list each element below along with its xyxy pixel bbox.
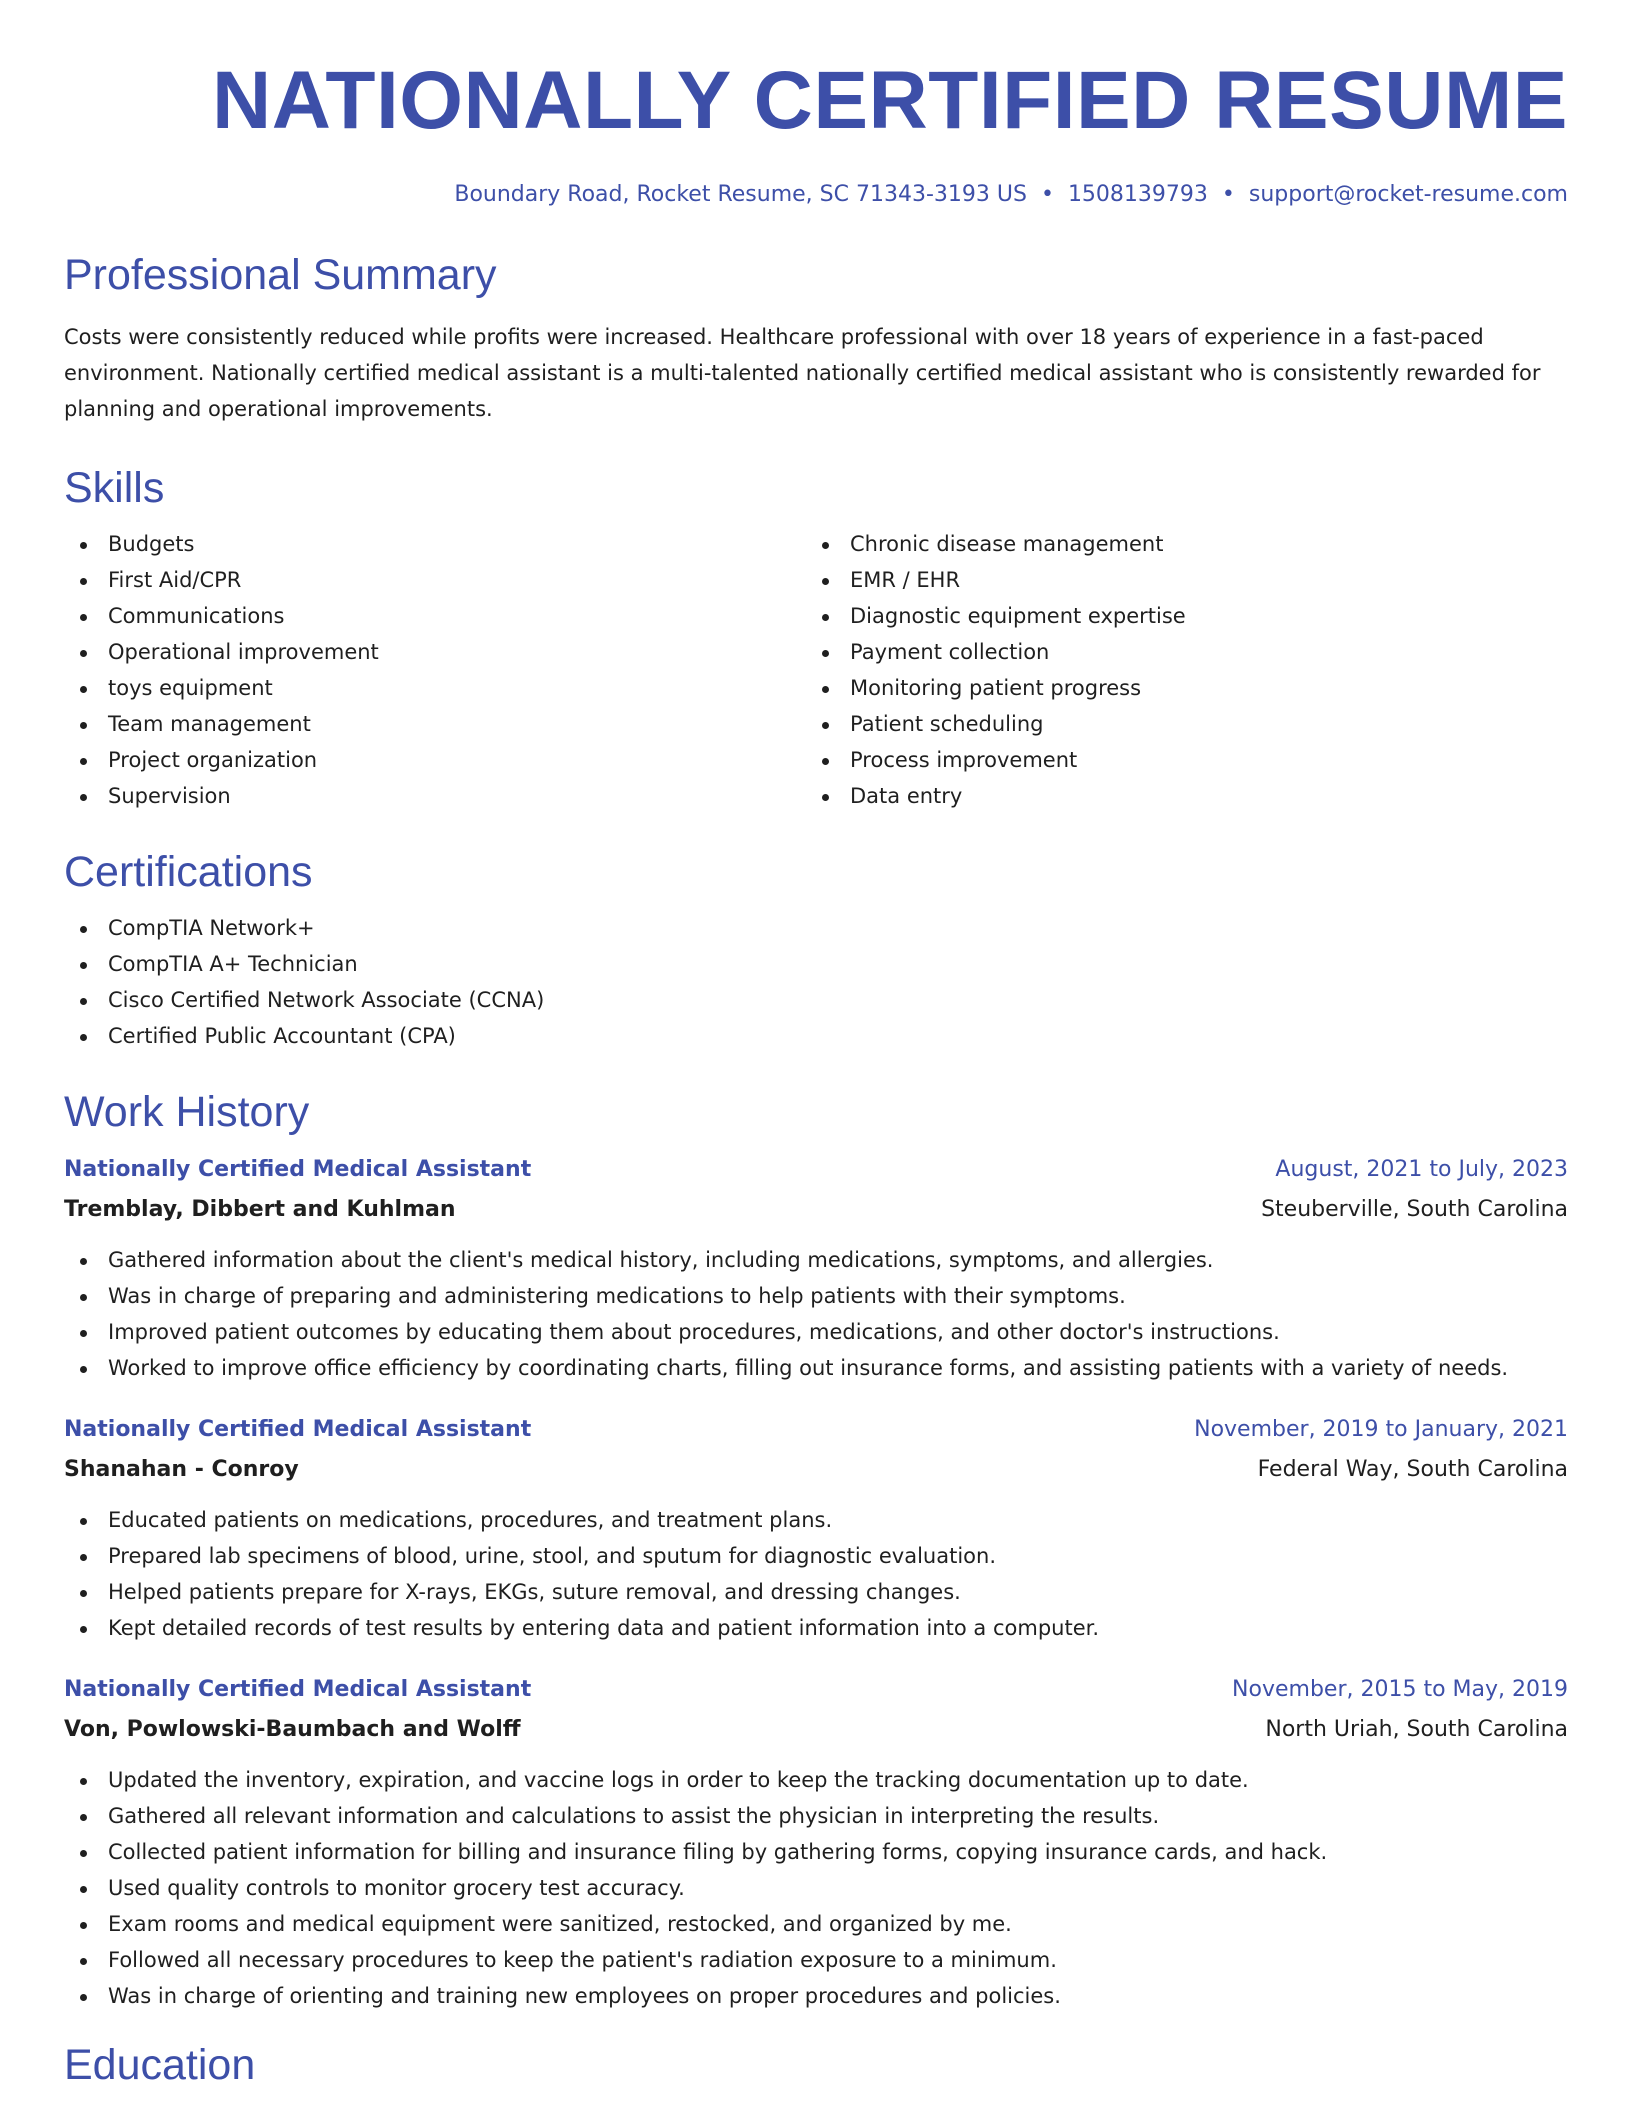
- job-duty: Prepared lab specimens of blood, urine, stool, and sputum for diagnostic evaluation.: [64, 1538, 1568, 1574]
- job-duty: Gathered all relevant information and calculations to assist the physician in interpreting the results.: [64, 1798, 1568, 1834]
- job-duties: [64, 1502, 1568, 1646]
- skills-heading: Skills: [64, 464, 165, 512]
- job-entry: [64, 1412, 1568, 1646]
- certification-item: CompTIA A+ Technician: [64, 946, 1568, 982]
- job-location: Steuberville, South Carolina: [1261, 1197, 1568, 1222]
- job-duty: Used quality controls to monitor grocery test accuracy.: [64, 1870, 1568, 1906]
- summary-text: Costs were consistently reduced while profits were increased. Healthcare professional with over 18 years of experience in a fast-paced environment. Nationally certified medical assistant is a multi-talented nationally certified medical assistant who is consistently rewarded for planning and operational improvements.: [64, 325, 1541, 421]
- job-duty: Collected patient information for billing and insurance filing by gathering forms, copying insurance cards, and hack.: [64, 1834, 1568, 1870]
- certification-item: Cisco Certified Network Associate (CCNA): [64, 982, 1568, 1018]
- job-duty: Kept detailed records of test results by entering data and patient information into a computer.: [64, 1610, 1568, 1646]
- skill-item: Budgets: [64, 526, 806, 562]
- job-subheader: [64, 1448, 1568, 1488]
- job-entry: [64, 1672, 1568, 2014]
- skill-item: Team management: [64, 706, 806, 742]
- job-dates: November, 2015 to May, 2019: [1232, 1677, 1568, 1702]
- job-dates: August, 2021 to July, 2023: [1275, 1157, 1568, 1182]
- job-title: Nationally Certified Medical Assistant: [64, 1417, 532, 1442]
- job-subheader: [64, 1708, 1568, 1748]
- certification-item: CompTIA Network+: [64, 910, 1568, 946]
- job-title: Nationally Certified Medical Assistant: [64, 1157, 532, 1182]
- skill-item: First Aid/CPR: [64, 562, 806, 598]
- job-dates: November, 2019 to January, 2021: [1194, 1417, 1568, 1442]
- certification-item: Certified Public Accountant (CPA): [64, 1018, 1568, 1054]
- resume-page: [64, 0, 1568, 2087]
- job-duty: Educated patients on medications, procedures, and treatment plans.: [64, 1502, 1568, 1538]
- skills-list-left: [64, 526, 806, 814]
- job-company: Shanahan - Conroy: [64, 1457, 299, 1482]
- skill-item: Supervision: [64, 778, 806, 814]
- job-duty: Followed all necessary procedures to keep the patient's radiation exposure to a minimum.: [64, 1942, 1568, 1978]
- job-duty: Updated the inventory, expiration, and vaccine logs in order to keep the tracking documentation up to date.: [64, 1762, 1568, 1798]
- job-duty: Helped patients prepare for X-rays, EKGs, suture removal, and dressing changes.: [64, 1574, 1568, 1610]
- job-company: Von, Powlowski-Baumbach and Wolff: [64, 1717, 521, 1742]
- job-location: North Uriah, South Carolina: [1265, 1717, 1568, 1742]
- job-header: [64, 1412, 1568, 1448]
- job-duties: [64, 1242, 1568, 1386]
- skills-list-right: [806, 526, 1548, 814]
- skills-grid: [64, 526, 1568, 814]
- email-link[interactable]: support@rocket-resume.com: [1248, 182, 1568, 207]
- work-history-heading: Work History: [64, 1088, 310, 1136]
- job-subheader: [64, 1188, 1568, 1228]
- job-entry: [64, 1152, 1568, 1386]
- job-duty: Was in charge of preparing and administering medications to help patients with their symptoms.: [64, 1278, 1568, 1314]
- contact-line: [64, 182, 1568, 207]
- job-title: Nationally Certified Medical Assistant: [64, 1677, 532, 1702]
- separator: •: [1221, 182, 1235, 207]
- job-location: Federal Way, South Carolina: [1257, 1457, 1568, 1482]
- skill-item: Chronic disease management: [806, 526, 1548, 562]
- skill-item: Operational improvement: [64, 634, 806, 670]
- phone: 1508139793: [1067, 182, 1208, 207]
- resume-title: NATIONALLY CERTIFIED RESUME: [212, 55, 1568, 146]
- summary-heading: Professional Summary: [64, 251, 497, 299]
- skill-item: Data entry: [806, 778, 1548, 814]
- job-duty: Gathered information about the client's medical history, including medications, symptoms, and allergies.: [64, 1242, 1568, 1278]
- job-header: [64, 1672, 1568, 1708]
- separator: •: [1040, 182, 1054, 207]
- skill-item: EMR / EHR: [806, 562, 1548, 598]
- certifications-list: [64, 910, 1568, 1054]
- skill-item: Project organization: [64, 742, 806, 778]
- job-duty: Exam rooms and medical equipment were sanitized, restocked, and organized by me.: [64, 1906, 1568, 1942]
- job-company: Tremblay, Dibbert and Kuhlman: [64, 1197, 456, 1222]
- job-duty: Improved patient outcomes by educating them about procedures, medications, and other doctor's instructions.: [64, 1314, 1568, 1350]
- job-duty: Was in charge of orienting and training new employees on proper procedures and policies.: [64, 1978, 1568, 2014]
- skill-item: toys equipment: [64, 670, 806, 706]
- address: Boundary Road, Rocket Resume, SC 71343-3193 US: [454, 182, 1027, 207]
- education-heading: Education: [64, 2041, 256, 2089]
- job-duty: Worked to improve office efficiency by coordinating charts, filling out insurance forms, and assisting patients with a variety of needs.: [64, 1350, 1568, 1386]
- certifications-heading: Certifications: [64, 848, 313, 896]
- skill-item: Patient scheduling: [806, 706, 1548, 742]
- job-duties: [64, 1762, 1568, 2014]
- job-header: [64, 1152, 1568, 1188]
- skill-item: Process improvement: [806, 742, 1548, 778]
- skill-item: Diagnostic equipment expertise: [806, 598, 1548, 634]
- skill-item: Payment collection: [806, 634, 1548, 670]
- skill-item: Communications: [64, 598, 806, 634]
- skill-item: Monitoring patient progress: [806, 670, 1548, 706]
